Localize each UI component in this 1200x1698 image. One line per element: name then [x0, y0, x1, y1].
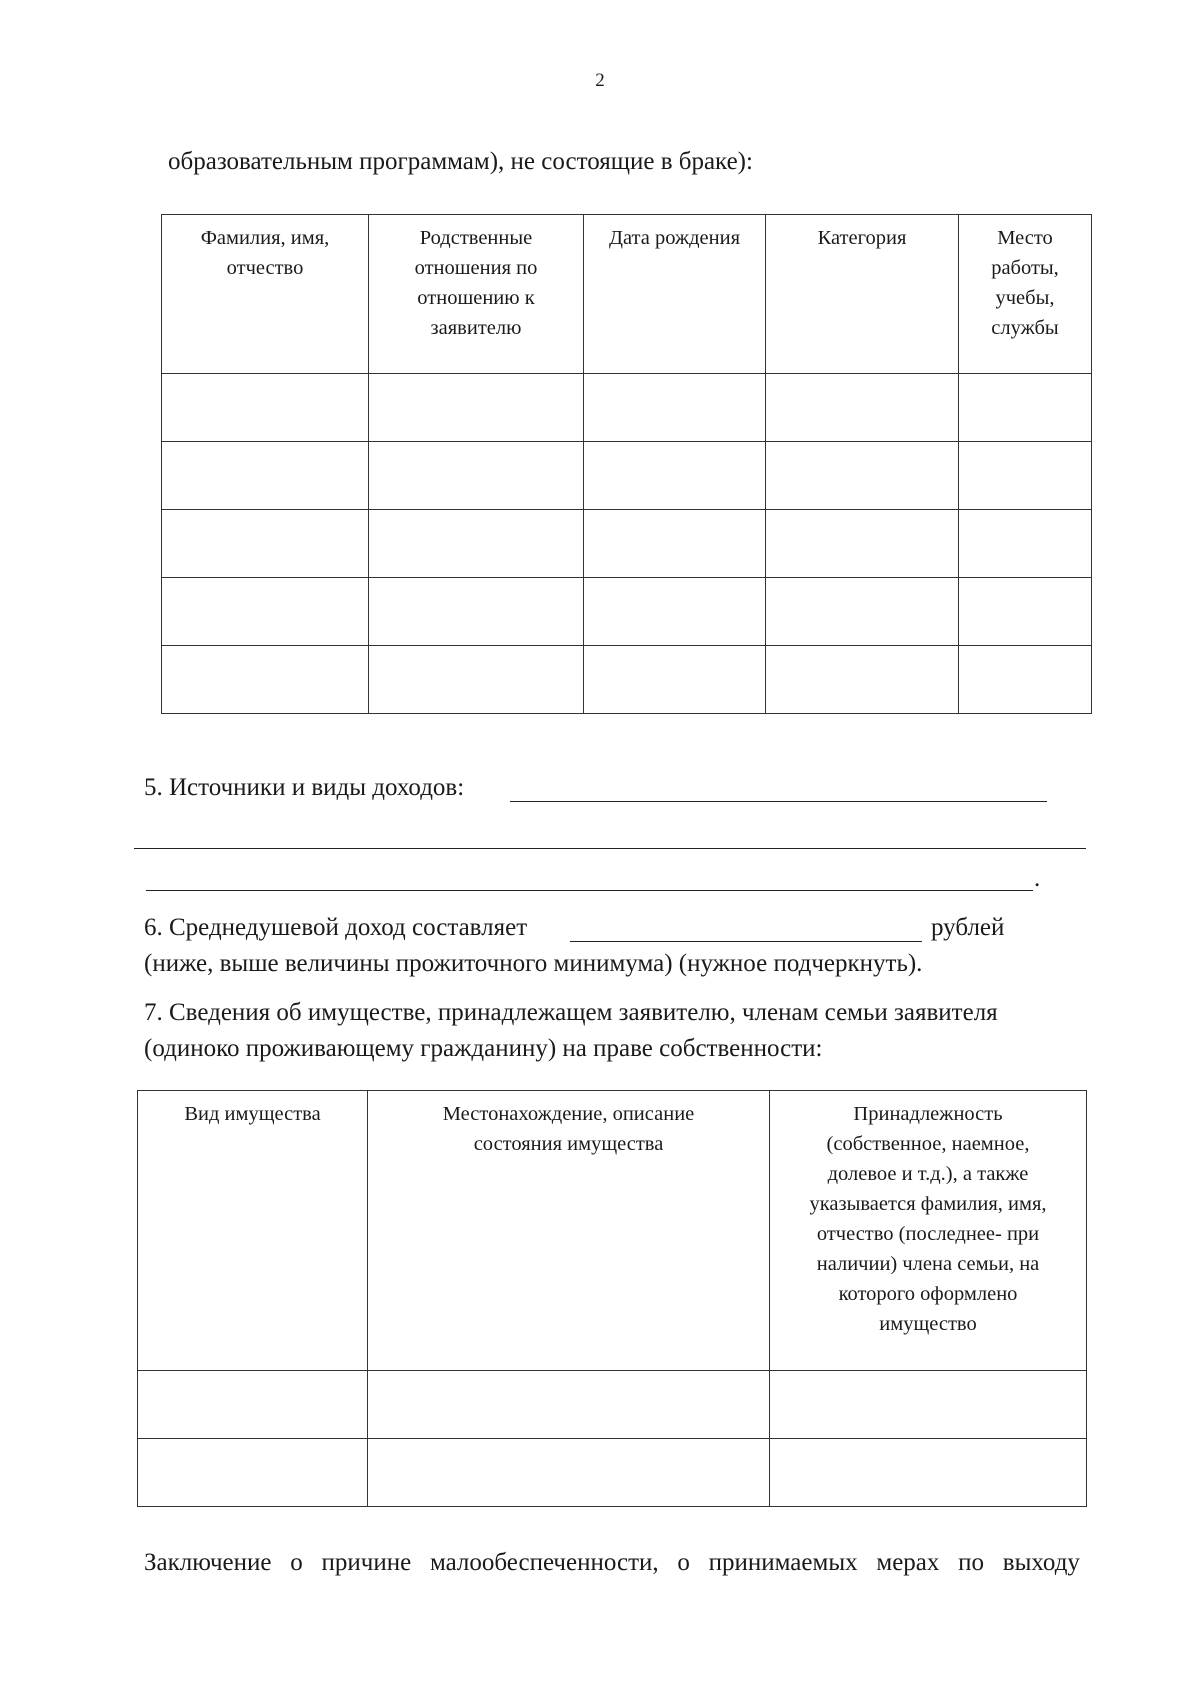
section7-line2: (одиноко проживающему гражданину) на праве собственности:: [144, 1035, 823, 1062]
birth-date-cell[interactable]: [584, 578, 766, 646]
header-property-location: Местонахождение, описание состояния имущества: [368, 1091, 770, 1371]
category-cell[interactable]: [766, 510, 959, 578]
income-sources-field-line3[interactable]: [146, 890, 1033, 891]
conclusion-word: о: [677, 1549, 690, 1576]
header-birth-date: Дата рождения: [584, 215, 766, 374]
table-row: [162, 442, 1092, 510]
workplace-cell[interactable]: [959, 442, 1092, 510]
header-category: Категория: [766, 215, 959, 374]
header-property-type: Вид имущества: [138, 1091, 368, 1371]
conclusion-word: о: [290, 1549, 303, 1576]
workplace-cell[interactable]: [959, 578, 1092, 646]
table-row: [162, 374, 1092, 442]
intro-text: образовательным программам), не состоящие в браке):: [168, 148, 753, 175]
table-row: [162, 578, 1092, 646]
relationship-cell[interactable]: [369, 510, 584, 578]
relationship-cell[interactable]: [369, 374, 584, 442]
section6-note: (ниже, выше величины прожиточного минимума) (нужное подчеркнуть).: [144, 950, 923, 977]
property-ownership-cell[interactable]: [770, 1439, 1087, 1507]
property-ownership-cell[interactable]: [770, 1371, 1087, 1439]
full-name-cell[interactable]: [162, 442, 369, 510]
table-row: [162, 510, 1092, 578]
table-row: [138, 1439, 1087, 1507]
conclusion-word: принимаемых: [708, 1549, 858, 1576]
conclusion-text: [144, 1547, 1080, 1578]
property-table: [137, 1090, 1087, 1507]
conclusion-word: малообеспеченности,: [429, 1549, 659, 1576]
page-number: 2: [595, 70, 605, 91]
full-name-cell[interactable]: [162, 510, 369, 578]
section5-end-mark: .: [1034, 865, 1041, 892]
conclusion-word: мерах: [876, 1549, 940, 1576]
family-members-table: [161, 214, 1092, 714]
income-sources-field-line2[interactable]: [134, 848, 1086, 849]
header-full-name: Фамилия, имя, отчество: [162, 215, 369, 374]
full-name-cell[interactable]: [162, 374, 369, 442]
header-property-ownership: Принадлежность (собственное, наемное, долевое и т.д.), а также указывается фамилия, имя, отчество (последнее- при наличии) члена семьи, на которого оформлено имущество: [770, 1091, 1087, 1371]
conclusion-word: Заключение: [144, 1549, 272, 1576]
property-type-cell[interactable]: [138, 1371, 368, 1439]
header-relationship: Родственные отношения по отношению к заявителю: [369, 215, 584, 374]
category-cell[interactable]: [766, 442, 959, 510]
category-cell[interactable]: [766, 374, 959, 442]
section6-label: 6. Среднедушевой доход составляет: [144, 914, 528, 941]
full-name-cell[interactable]: [162, 578, 369, 646]
birth-date-cell[interactable]: [584, 646, 766, 714]
property-type-cell[interactable]: [138, 1439, 368, 1507]
table-row: [138, 1371, 1087, 1439]
conclusion-word: по: [958, 1549, 985, 1576]
income-sources-field[interactable]: [510, 801, 1047, 802]
property-location-cell[interactable]: [368, 1371, 770, 1439]
property-location-cell[interactable]: [368, 1439, 770, 1507]
relationship-cell[interactable]: [369, 646, 584, 714]
property-table-header-row: [138, 1091, 1087, 1371]
section6-unit: рублей: [931, 914, 1005, 941]
category-cell[interactable]: [766, 646, 959, 714]
table-row: [162, 646, 1092, 714]
relationship-cell[interactable]: [369, 578, 584, 646]
birth-date-cell[interactable]: [584, 374, 766, 442]
family-table-header-row: [162, 215, 1092, 374]
section7-line1: 7. Сведения об имуществе, принадлежащем заявителю, членам семьи заявителя: [144, 999, 998, 1026]
header-workplace: Место работы, учебы, службы: [959, 215, 1092, 374]
section5-label: 5. Источники и виды доходов:: [144, 774, 465, 801]
workplace-cell[interactable]: [959, 646, 1092, 714]
category-cell[interactable]: [766, 578, 959, 646]
conclusion-word: выходу: [1002, 1549, 1080, 1576]
average-income-field[interactable]: [570, 941, 922, 942]
birth-date-cell[interactable]: [584, 510, 766, 578]
workplace-cell[interactable]: [959, 510, 1092, 578]
relationship-cell[interactable]: [369, 442, 584, 510]
workplace-cell[interactable]: [959, 374, 1092, 442]
full-name-cell[interactable]: [162, 646, 369, 714]
conclusion-word: причине: [321, 1549, 412, 1576]
birth-date-cell[interactable]: [584, 442, 766, 510]
